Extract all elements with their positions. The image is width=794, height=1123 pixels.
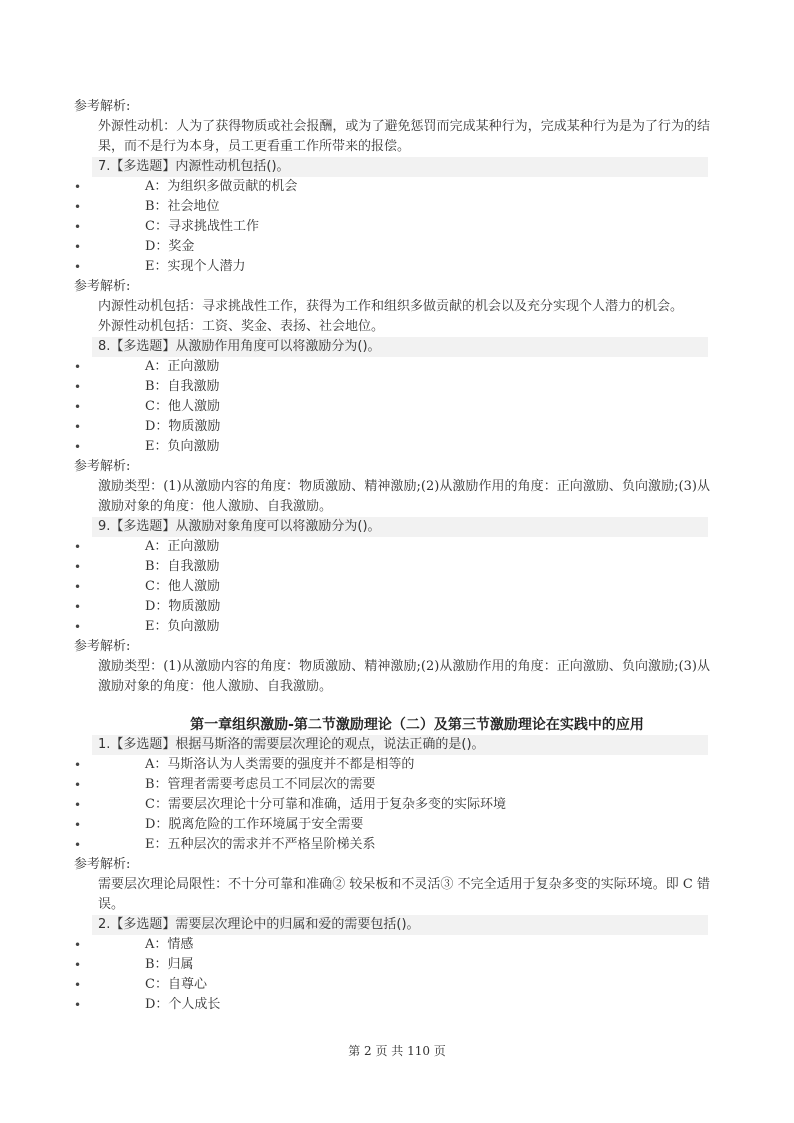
bullet-icon: • [74,998,82,1012]
bullet-icon: • [74,260,82,274]
question-heading: 2.【多选题】需要层次理论中的归属和爱的需要包括()。 [92,915,708,935]
question-heading: 9.【多选题】从激励对象角度可以将激励分为()。 [92,517,708,537]
bullet-icon: • [74,400,82,414]
answer-option [0,795,794,815]
answer-option [0,617,794,637]
option-text: B：自我激励 [145,559,220,574]
answer-option [0,815,794,835]
question-heading: 8.【多选题】从激励作用角度可以将激励分为()。 [92,337,708,357]
option-text: D：物质激励 [145,599,221,614]
analysis-paragraph: 外源性动机包括：工资、奖金、表扬、社会地位。 [98,319,385,334]
analysis-paragraph: 内源性动机包括：寻求挑战性工作，获得为工作和组织多做贡献的机会以及充分实现个人潜力的机会。 [98,299,684,314]
answer-option [0,597,794,617]
answer-option [0,177,794,197]
answer-option [0,417,794,437]
option-text: D：个人成长 [145,997,221,1012]
answer-option [0,755,794,775]
option-text: E：负向激励 [145,439,220,454]
answer-option [0,397,794,417]
option-text: A：正向激励 [145,359,220,374]
bullet-icon: • [74,838,82,852]
option-text: C：需要层次理论十分可靠和准确，适用于复杂多变的实际环境 [145,797,506,812]
bullet-icon: • [74,360,82,374]
analysis-paragraph: 激励类型：(1)从激励内容的角度：物质激励、精神激励;(2)从激励作用的角度：正向激励、负向激励;(3)从激励对象的角度：他人激励、自我激励。 [98,659,710,694]
bullet-icon: • [74,978,82,992]
bullet-icon: • [74,600,82,614]
question-heading: 7.【多选题】内源性动机包括()。 [92,157,708,177]
bullet-icon: • [74,540,82,554]
reference-analysis-label: 参考解析: [74,639,131,654]
bullet-icon: • [74,758,82,772]
question-heading: 1.【多选题】根据马斯洛的需要层次理论的观点，说法正确的是()。 [92,735,708,755]
bullet-icon: • [74,958,82,972]
option-text: A：正向激励 [145,539,220,554]
answer-option [0,377,794,397]
bullet-icon: • [74,200,82,214]
bullet-icon: • [74,180,82,194]
answer-option [0,357,794,377]
answer-option [0,835,794,855]
bullet-icon: • [74,580,82,594]
option-text: A：情感 [145,937,194,952]
option-text: C：自尊心 [145,977,207,992]
answer-option [0,437,794,457]
analysis-paragraph: 外源性动机：人为了获得物质或社会报酬，或为了避免惩罚而完成某种行为，完成某种行为是为了行为的结果，而不是行为本身，员工更看重工作所带来的报偿。 [98,119,710,154]
analysis-paragraph: 需要层次理论局限性：不十分可靠和准确② 较呆板和不灵活③ 不完全适用于复杂多变的实际环境。即 C 错误。 [98,877,710,912]
option-text: D：物质激励 [145,419,221,434]
option-text: C：他人激励 [145,579,220,594]
option-text: E：负向激励 [145,619,220,634]
option-text: C：他人激励 [145,399,220,414]
reference-analysis-label: 参考解析: [74,279,131,294]
bullet-icon: • [74,440,82,454]
option-text: D：奖金 [145,239,195,254]
option-text: C：寻求挑战性工作 [145,219,259,234]
answer-option [0,537,794,557]
page-footer: 第 2 页 共 110 页 [348,1044,446,1058]
document-body [0,97,794,1015]
bullet-icon: • [74,938,82,952]
bullet-icon: • [74,240,82,254]
bullet-icon: • [74,818,82,832]
option-text: D：脱离危险的工作环境属于安全需要 [145,817,364,832]
option-text: A：为组织多做贡献的机会 [145,179,298,194]
analysis-paragraph: 激励类型：(1)从激励内容的角度：物质激励、精神激励;(2)从激励作用的角度：正向激励、负向激励;(3)从激励对象的角度：他人激励、自我激励。 [98,479,710,514]
reference-analysis-label: 参考解析: [74,99,131,114]
answer-option [0,197,794,217]
bullet-icon: • [74,380,82,394]
option-text: B：归属 [145,957,194,972]
bullet-icon: • [74,798,82,812]
option-text: A：马斯洛认为人类需要的强度并不都是相等的 [145,757,415,772]
answer-option [0,995,794,1015]
bullet-icon: • [74,778,82,792]
answer-option [0,217,794,237]
answer-option [0,257,794,277]
answer-option [0,557,794,577]
answer-option [0,775,794,795]
bullet-icon: • [74,560,82,574]
answer-option [0,955,794,975]
option-text: E：实现个人潜力 [145,259,246,274]
bullet-icon: • [74,220,82,234]
section-title: 第一章组织激励-第二节激励理论（二）及第三节激励理论在实践中的应用 [190,717,644,733]
reference-analysis-label: 参考解析: [74,459,131,474]
answer-option [0,237,794,257]
option-text: B：自我激励 [145,379,220,394]
answer-option [0,577,794,597]
answer-option [0,975,794,995]
answer-option [0,935,794,955]
reference-analysis-label: 参考解析: [74,857,131,872]
bullet-icon: • [74,420,82,434]
option-text: E：五种层次的需求并不严格呈阶梯关系 [145,837,376,852]
option-text: B：社会地位 [145,199,220,214]
option-text: B：管理者需要考虑员工不同层次的需要 [145,777,376,792]
bullet-icon: • [74,620,82,634]
